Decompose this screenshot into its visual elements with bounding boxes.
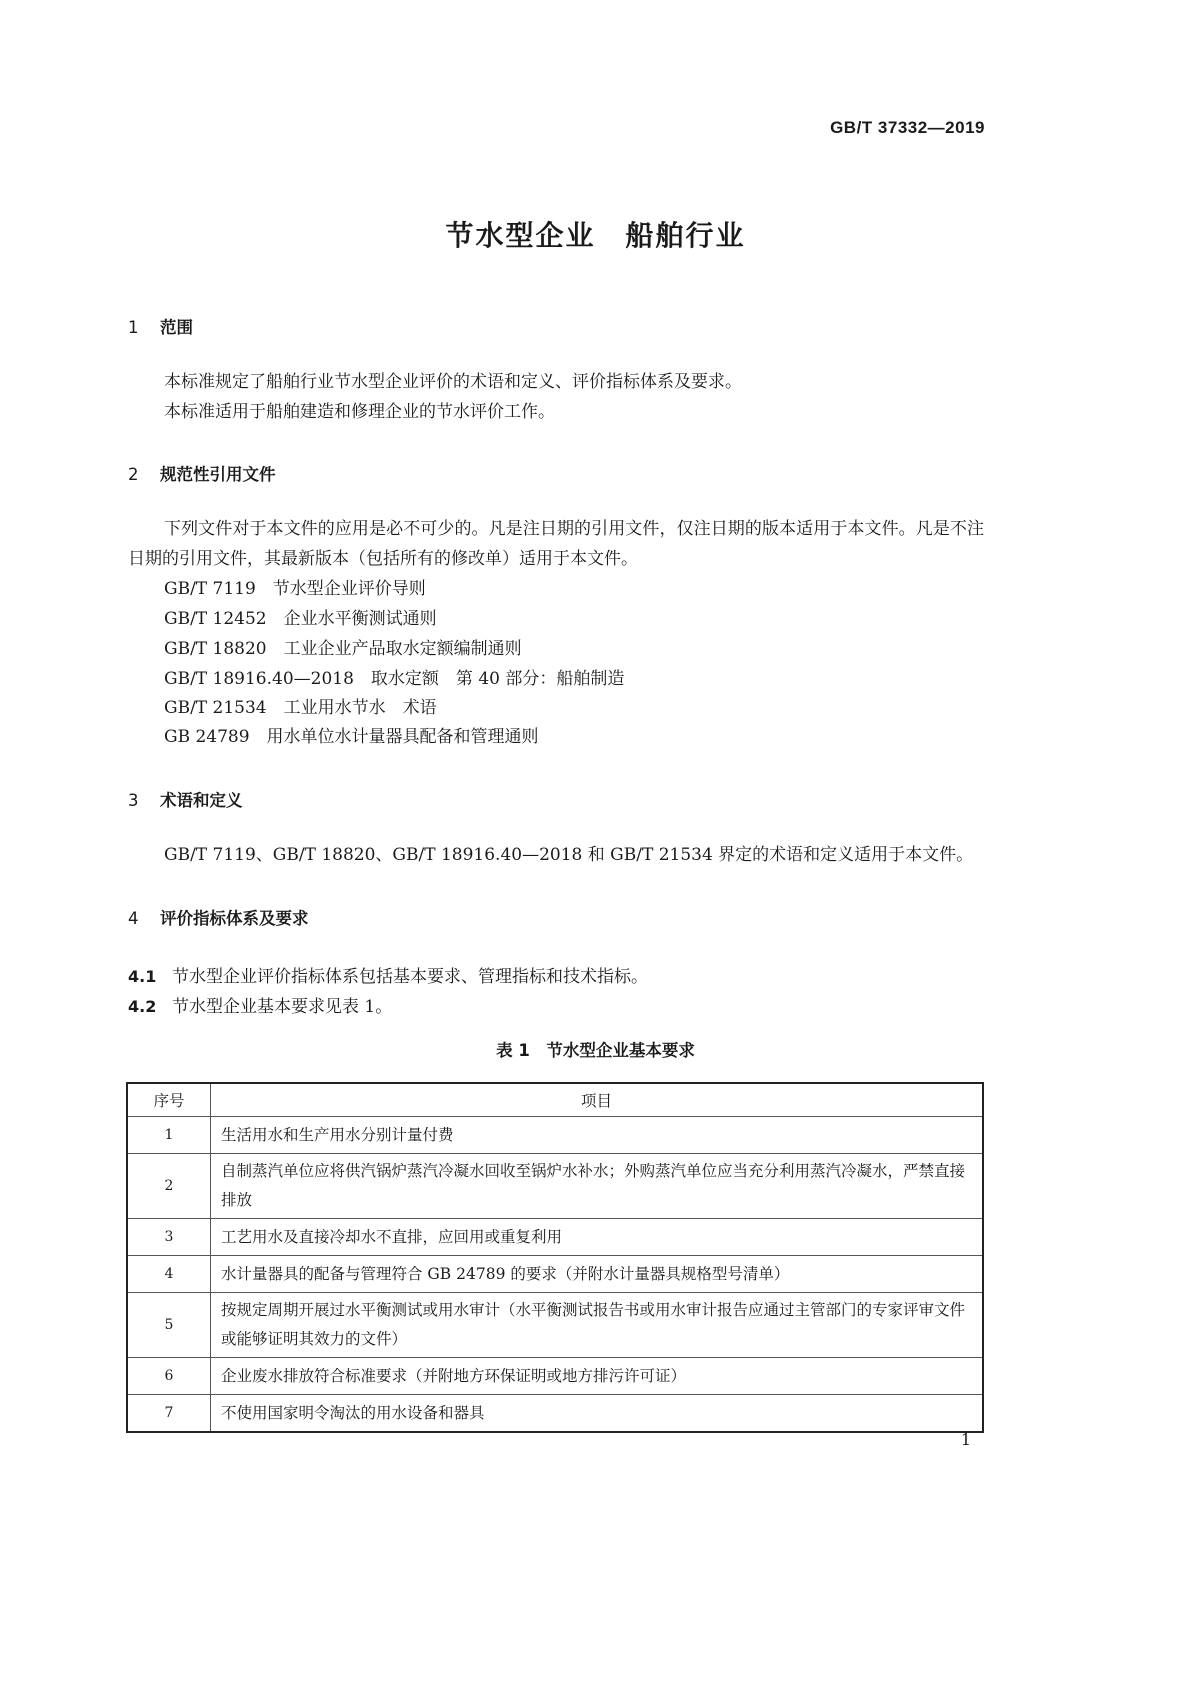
table-row [127, 1117, 983, 1154]
row-number: 2 [127, 1154, 211, 1219]
section-title: 规范性引用文件 [160, 465, 276, 484]
reference-item: GB/T 12452 企业水平衡测试通则 [164, 609, 437, 629]
clause-number: 4.1 [128, 967, 157, 986]
section-heading-evaluation [128, 905, 309, 929]
table-row [127, 1219, 983, 1256]
scope-paragraph-1: 本标准规定了船舶行业节水型企业评价的术语和定义、评价指标体系及要求。 [164, 372, 742, 392]
section-title: 评价指标体系及要求 [160, 909, 309, 928]
row-number: 3 [127, 1219, 211, 1256]
clause-number: 4.2 [128, 997, 157, 1016]
section-heading-scope [128, 314, 193, 338]
normative-references-paragraph: 下列文件对于本文件的应用是必不可少的。凡是注日期的引用文件，仅注日期的版本适用于本文件。凡是不注日期的引用文件，其最新版本（包括所有的修改单）适用于本文件。 [128, 519, 984, 569]
clause-4-1 [128, 962, 648, 987]
row-item: 不使用国家明令淘汰的用水设备和器具 [211, 1395, 984, 1433]
section-title: 术语和定义 [160, 791, 243, 810]
reference-item: GB/T 18916.40—2018 取水定额 第 40 部分：船舶制造 [164, 669, 625, 689]
table-row [127, 1256, 983, 1293]
clause-text: 节水型企业基本要求见表 1。 [172, 997, 393, 1017]
scope-paragraph-2: 本标准适用于船舶建造和修理企业的节水评价工作。 [164, 402, 555, 422]
row-number: 5 [127, 1293, 211, 1358]
section-number: 4 [128, 909, 139, 928]
page-number: 1 [960, 1430, 971, 1449]
section-number: 2 [128, 465, 139, 484]
table-row [127, 1358, 983, 1395]
section-heading-terms [128, 787, 243, 811]
section-heading-normative-references [128, 461, 276, 485]
row-item: 按规定周期开展过水平衡测试或用水审计（水平衡测试报告书或用水审计报告应通过主管部门的专家评审文件或能够证明其效力的文件） [211, 1293, 984, 1358]
document-title: 节水型企业 船舶行业 [445, 219, 746, 252]
section-number: 3 [128, 791, 139, 810]
column-header-item: 项目 [211, 1083, 984, 1117]
reference-item: GB/T 21534 工业用水节水 术语 [164, 698, 437, 718]
row-number: 1 [127, 1117, 211, 1154]
reference-item: GB 24789 用水单位水计量器具配备和管理通则 [164, 727, 539, 747]
row-number: 7 [127, 1395, 211, 1433]
clause-4-2 [128, 992, 392, 1017]
clause-text: 节水型企业评价指标体系包括基本要求、管理指标和技术指标。 [172, 967, 648, 987]
row-item: 工艺用水及直接冷却水不直排，应回用或重复利用 [211, 1219, 984, 1256]
row-item: 水计量器具的配备与管理符合 GB 24789 的要求（并附水计量器具规格型号清单） [211, 1256, 984, 1293]
terms-paragraph: GB/T 7119、GB/T 18820、GB/T 18916.40—2018 和 GB/T 21534 界定的术语和定义适用于本文件。 [164, 845, 974, 865]
row-item: 自制蒸汽单位应将供汽锅炉蒸汽冷凝水回收至锅炉水补水；外购蒸汽单位应当充分利用蒸汽冷凝水，严禁直接排放 [211, 1154, 984, 1219]
row-item: 企业废水排放符合标准要求（并附地方环保证明或地方排污许可证） [211, 1358, 984, 1395]
column-header-number: 序号 [127, 1083, 211, 1117]
standard-code: GB/T 37332—2019 [830, 118, 985, 137]
row-number: 6 [127, 1358, 211, 1395]
table-row [127, 1395, 983, 1433]
table-row [127, 1154, 983, 1219]
reference-item: GB/T 7119 节水型企业评价导则 [164, 579, 426, 599]
section-number: 1 [128, 318, 139, 337]
table-header-row [127, 1083, 983, 1117]
reference-item: GB/T 18820 工业企业产品取水定额编制通则 [164, 639, 522, 659]
table-caption: 表 1 节水型企业基本要求 [496, 1041, 695, 1060]
table-row [127, 1293, 983, 1358]
row-number: 4 [127, 1256, 211, 1293]
requirements-table [126, 1082, 984, 1433]
section-title: 范围 [160, 318, 193, 337]
row-item: 生活用水和生产用水分别计量付费 [211, 1117, 984, 1154]
